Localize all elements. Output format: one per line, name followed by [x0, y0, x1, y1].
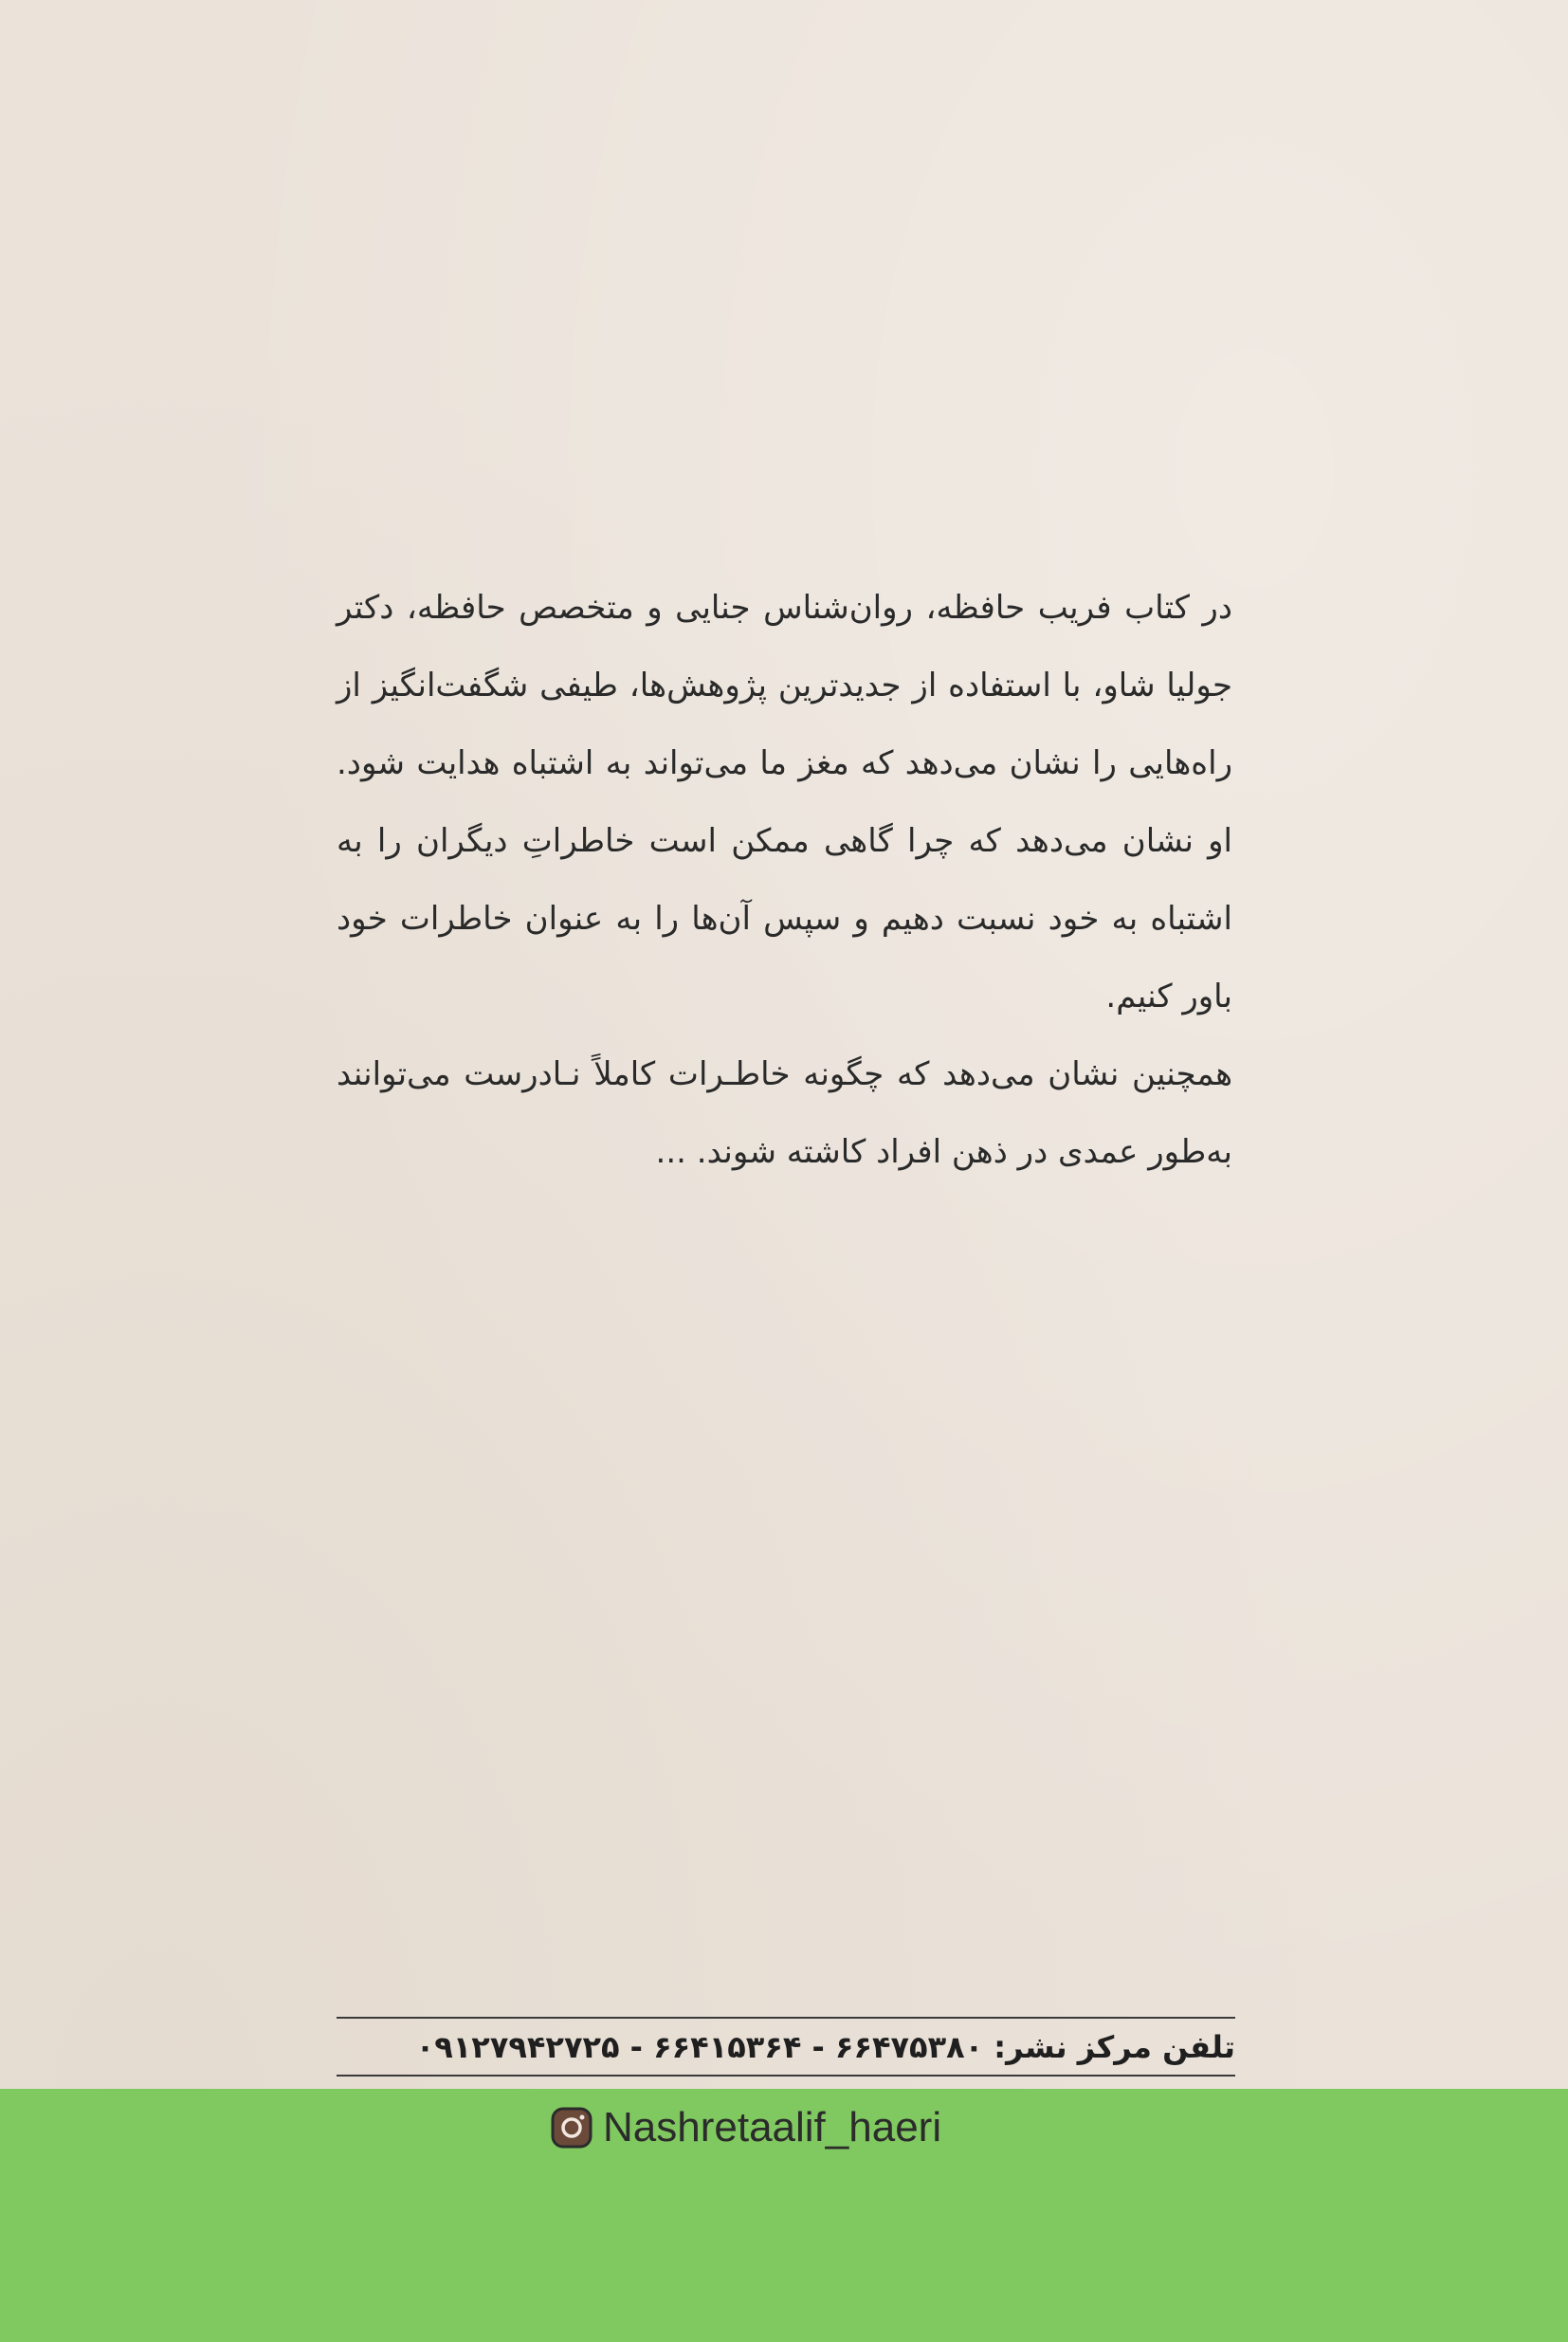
blurb-paragraph-1: در کتاب فریب حافظه، روان‌شناس جنایی و متخصص حافظه، دکتر جولیا شاو، با استفاده از جدیدترین پژوهش‌ها، طیفی شگفت‌انگیز از راه‌هایی را نشان می‌دهد که مغز ما می‌تواند به اشتباه هدایت شود. او نشان می‌دهد که چرا گاهی ممکن است خاطراتِ دیگران را به اشتباه به خود نسبت دهیم و سپس آن‌ها را به عنوان خاطرات خود باور کنیم.: [337, 589, 1232, 1015]
contact-top-rule: [337, 2017, 1235, 2019]
contact-bottom-rule: [337, 2075, 1235, 2077]
instagram-handle-text: Nashretaalif_haeri: [603, 2104, 942, 2150]
publisher-phone-line: تلفن مرکز نشر: ۶۶۴۷۵۳۸۰ - ۶۶۴۱۵۳۶۴ - ۰۹۱۲۷۹۴۲۷۲۵: [415, 2029, 1235, 2065]
instagram-icon: [550, 2106, 593, 2150]
blurb-paragraph-2: همچنین نشان می‌دهد که چگونه خاطـرات کاملاً نـادرست می‌توانند به‌طور عمدی در ذهن افراد کاشته شوند. ...: [337, 1055, 1232, 1171]
instagram-handle-row: [550, 2099, 941, 2156]
blurb-text: [337, 569, 1232, 1191]
